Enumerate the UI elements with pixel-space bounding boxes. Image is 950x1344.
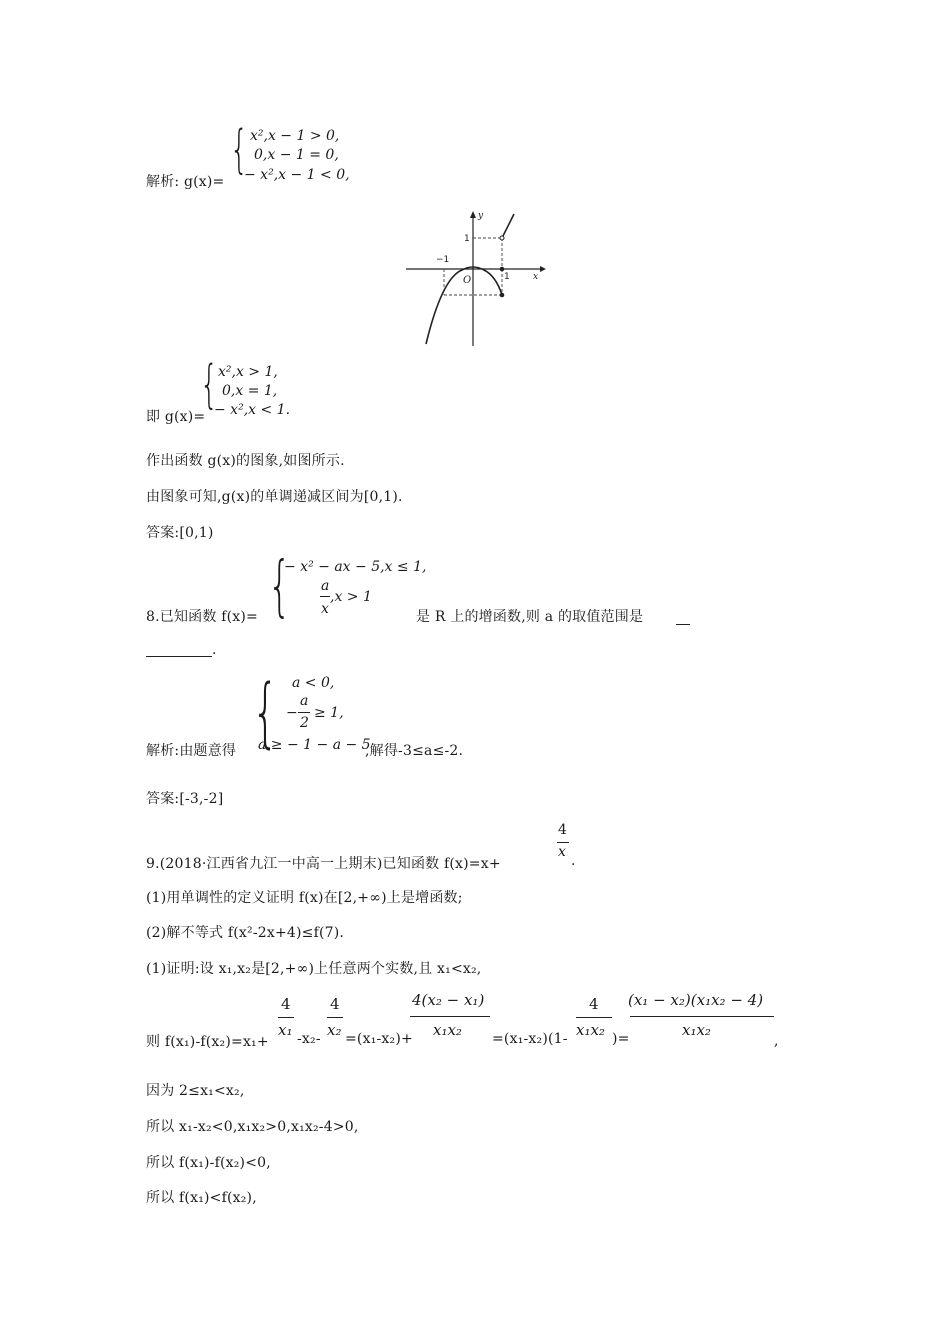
fraction-bar: [630, 1016, 774, 1017]
answer-blank: [146, 656, 212, 657]
proof-intro: (1)证明:设 x₁,x₂是[2,+∞)上任意两个实数,且 x₁<x₂,: [146, 961, 482, 977]
fraction-bar: [298, 712, 310, 713]
function-graph: [400, 206, 550, 348]
tick-label: 1: [504, 272, 510, 282]
piecewise-case: ,x > 1: [330, 589, 372, 605]
answer: 答案:[0,1): [146, 525, 214, 541]
answer-blank: [676, 624, 690, 625]
fraction-denominator: x₂: [327, 1021, 342, 1039]
proof-line: 所以 f(x₁)-f(x₂)<0,: [146, 1155, 271, 1171]
equation-part: ,: [774, 1033, 779, 1049]
condition: a < 0,: [292, 675, 335, 691]
proof-line: 所以 f(x₁)<f(x₂),: [146, 1190, 257, 1206]
question-lead: 8.已知函数 f(x)=: [146, 609, 258, 625]
tick-label: −1: [436, 255, 450, 265]
x-axis-label: x: [533, 272, 539, 282]
question-text: 是 R 上的增函数,则 a 的取值范围是: [416, 609, 644, 625]
question-title: 9.(2018·江西省九江一中高一上期末)已知函数 f(x)=x+: [146, 856, 501, 872]
equation-part: -x₂-: [297, 1031, 321, 1047]
paragraph: 由图象可知,g(x)的单调递减区间为[0,1).: [146, 489, 403, 505]
fraction-numerator: 4: [558, 822, 567, 838]
piecewise-case: x²,x > 1,: [218, 364, 278, 380]
tick-label: 1: [464, 234, 470, 244]
piecewise-brace: {: [268, 547, 292, 624]
fraction-numerator: 4: [281, 995, 291, 1013]
sub-question: (2)解不等式 f(x²-2x+4)≤f(7).: [146, 925, 345, 941]
equation-part: )=: [612, 1031, 630, 1047]
question-title-end: .: [571, 853, 576, 869]
fraction-bar: [320, 596, 330, 597]
fraction-numerator: a: [300, 693, 309, 709]
analysis-text: ,解得-3≤a≤-2.: [365, 743, 464, 759]
fraction-bar: [410, 1016, 490, 1017]
analysis-lead: 即 g(x)=: [146, 409, 206, 425]
fraction-numerator: 4: [330, 995, 340, 1013]
piecewise-brace: {: [230, 120, 249, 180]
analysis-lead: 解析: g(x)=: [146, 174, 225, 190]
paragraph: 作出函数 g(x)的图象,如图所示.: [146, 453, 345, 469]
fraction-bar: [278, 1017, 294, 1018]
equation-part: 则 f(x₁)-f(x₂)=x₁+: [146, 1034, 269, 1050]
condition-brace: {: [252, 667, 279, 756]
fraction-denominator: x₁: [278, 1021, 293, 1039]
fraction-numerator: 4(x₂ − x₁): [412, 991, 485, 1009]
fraction-numerator: a: [321, 578, 330, 594]
condition: ≥ 1,: [314, 705, 344, 721]
fraction-denominator: x₁x₂: [433, 1021, 462, 1039]
fraction-bar: [576, 1017, 612, 1018]
piecewise-case: − x²,x < 1.: [214, 402, 291, 418]
condition: a ≥ − 1 − a − 5: [258, 737, 371, 753]
equation-part: =(x₁-x₂)(1-: [492, 1031, 568, 1047]
proof-line: 因为 2≤x₁<x₂,: [146, 1083, 245, 1099]
fraction-denominator: x₁x₂: [576, 1021, 605, 1039]
answer: 答案:[-3,-2]: [146, 791, 224, 807]
piecewise-case: 0,x − 1 = 0,: [254, 147, 339, 163]
piecewise-case: − x²,x − 1 < 0,: [244, 167, 350, 183]
fraction-denominator: x: [558, 844, 566, 860]
fraction-denominator: x: [321, 601, 329, 617]
analysis-lead: 解析:由题意得: [146, 743, 237, 759]
piecewise-brace: {: [200, 355, 219, 415]
fraction-bar: [557, 842, 569, 843]
fraction-denominator: x₁x₂: [682, 1021, 711, 1039]
sub-question: (1)用单调性的定义证明 f(x)在[2,+∞)上是增函数;: [146, 890, 463, 906]
y-axis-label: y: [478, 211, 484, 221]
fraction-denominator: 2: [300, 715, 309, 731]
equation-part: =(x₁-x₂)+: [345, 1031, 413, 1047]
condition-minus: −: [286, 705, 298, 721]
origin-label: O: [463, 275, 472, 286]
fraction-bar: [327, 1017, 343, 1018]
question-text: .: [212, 642, 217, 658]
piecewise-case: x²,x − 1 > 0,: [250, 128, 340, 144]
piecewise-case: 0,x = 1,: [222, 383, 278, 399]
fraction-numerator: 4: [589, 995, 599, 1013]
piecewise-case: − x² − ax − 5,x ≤ 1,: [284, 559, 427, 575]
proof-line: 所以 x₁-x₂<0,x₁x₂>0,x₁x₂-4>0,: [146, 1119, 359, 1135]
fraction-numerator: (x₁ − x₂)(x₁x₂ − 4): [628, 991, 764, 1009]
